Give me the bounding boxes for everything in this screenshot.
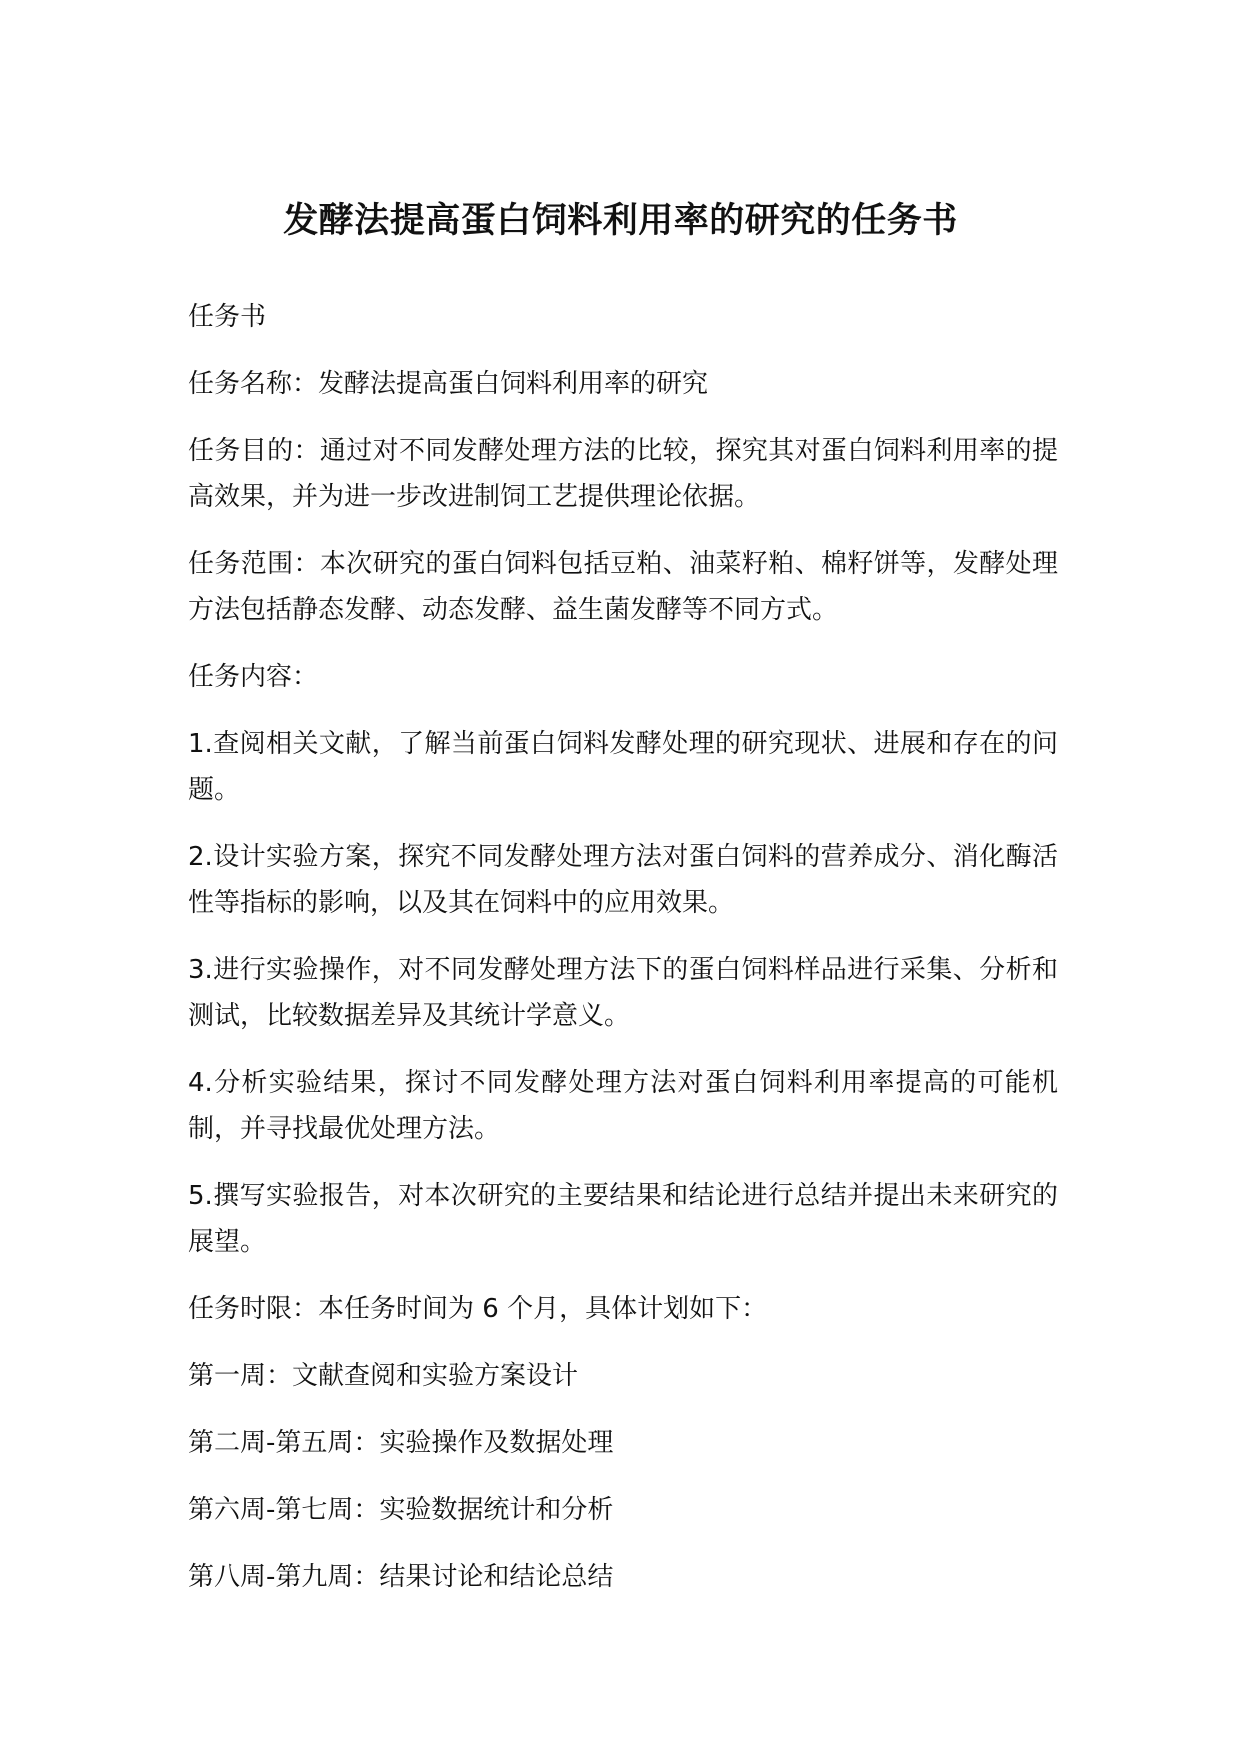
task-scope-paragraph: 任务范围：本次研究的蛋白饲料包括豆粕、油菜籽粕、棉籽饼等，发酵处理方法包括静态发酵、动态发酵、益生菌发酵等不同方式。 [188, 549, 1058, 625]
task-content-heading: 任务内容： [188, 662, 319, 692]
task-content-item-2: 2.设计实验方案，探究不同发酵处理方法对蛋白饲料的营养成分、消化酶活性等指标的影响，以及其在饲料中的应用效果。 [188, 842, 1058, 918]
task-timeline-paragraph: 任务时限：本任务时间为 6 个月，具体计划如下： [188, 1294, 768, 1324]
task-content-item-4: 4.分析实验结果，探讨不同发酵处理方法对蛋白饲料利用率提高的可能机制，并寻找最优处理方法。 [188, 1068, 1058, 1144]
task-content-item-3: 3.进行实验操作，对不同发酵处理方法下的蛋白饲料样品进行采集、分析和测试，比较数据差异及其统计学意义。 [188, 955, 1058, 1031]
document-body [188, 294, 1058, 1621]
task-name-paragraph: 任务名称：发酵法提高蛋白饲料利用率的研究 [188, 369, 709, 399]
document-title: 发酵法提高蛋白饲料利用率的研究的任务书 [283, 201, 958, 242]
schedule-item-2: 第二周-第五周：实验操作及数据处理 [188, 1428, 614, 1458]
schedule-item-1: 第一周：文献查阅和实验方案设计 [188, 1361, 579, 1391]
task-content-item-1: 1.查阅相关文献，了解当前蛋白饲料发酵处理的研究现状、进展和存在的问题。 [188, 729, 1058, 805]
schedule-item-3: 第六周-第七周：实验数据统计和分析 [188, 1495, 614, 1525]
task-content-item-5: 5.撰写实验报告，对本次研究的主要结果和结论进行总结并提出未来研究的展望。 [188, 1181, 1058, 1257]
section-heading-task-book: 任务书 [188, 302, 267, 332]
task-purpose-paragraph: 任务目的：通过对不同发酵处理方法的比较，探究其对蛋白饲料利用率的提高效果，并为进一步改进制饲工艺提供理论依据。 [188, 436, 1058, 512]
schedule-item-4: 第八周-第九周：结果讨论和结论总结 [188, 1562, 614, 1592]
